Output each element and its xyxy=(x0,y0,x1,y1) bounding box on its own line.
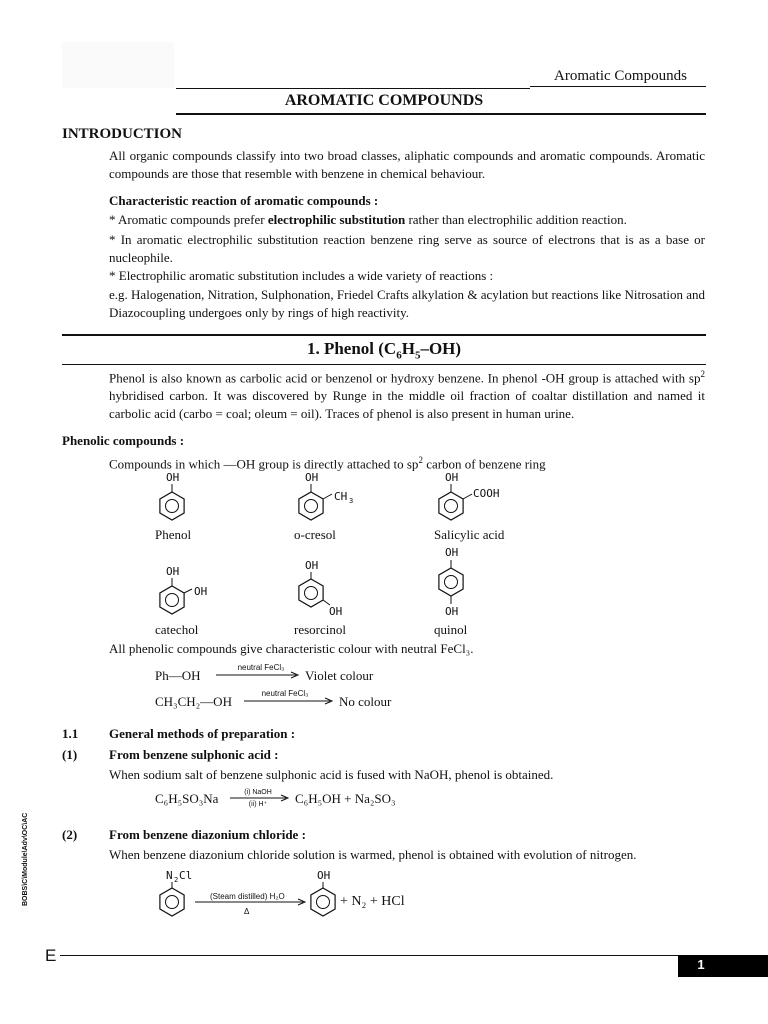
product-oh-text: OH xyxy=(317,869,331,882)
method1-left: C₆H₅SO₃Na xyxy=(155,791,219,806)
method1-right: C₆H₅OH + Na₂SO₃ xyxy=(295,791,396,806)
method1-heading: From benzene sulphonic acid : xyxy=(109,747,279,762)
phenolic-heading: Phenolic compounds : xyxy=(62,433,185,448)
label-quinol: quinol xyxy=(434,622,468,637)
bullet-2: * In aromatic electrophilic substitution reaction benzene ring serve as source of electrons that is as a base or nucleophile. xyxy=(109,232,705,265)
quinol-oh-text: OH xyxy=(445,546,459,559)
side-path-text: BOBS\C\Module\Adv\OC\AC xyxy=(22,812,29,906)
bullet-4: e.g. Halogenation, Nitration, Sulphonation, Friedel Crafts alkylation & acylation but reactions like Nitrosation and Diazocoupling undergoes only by rings of high reactivity. xyxy=(109,287,705,320)
reaction2-arrow xyxy=(244,695,336,707)
label-o-cresol: o-cresol xyxy=(294,527,336,542)
phenolic-structures-diagram xyxy=(0,460,768,640)
section-title-sub5: 5 xyxy=(414,349,421,362)
method2-reaction-diagram xyxy=(140,862,420,922)
bullet-1-bold: electrophilic substitution xyxy=(267,212,406,227)
ocresol-oh-text: OH xyxy=(305,471,319,484)
phenol-para-sup: 2 xyxy=(700,369,705,379)
diazonium-n-sub: 2 xyxy=(174,876,179,884)
intro-paragraph: All organic compounds classify into two broad classes, aliphatic compounds and aromatic compounds. Aromatic compounds are those that resemble with benzene in chemical behaviour. xyxy=(109,148,705,181)
label-phenol: Phenol xyxy=(155,527,192,542)
diazonium-structure xyxy=(160,869,192,916)
catechol-structure xyxy=(160,565,207,614)
reaction1-left: Ph—OH xyxy=(155,668,201,683)
method1-text: When sodium salt of benzene sulphonic acid is fused with NaOH, phenol is obtained. xyxy=(109,767,554,782)
bullet-1 xyxy=(109,211,705,229)
method2-right: + N₂ + HCl xyxy=(340,894,405,909)
reaction1-right: Violet colour xyxy=(305,668,374,683)
reaction2-right: No colour xyxy=(339,694,392,709)
section-title-mid: H xyxy=(401,339,415,358)
bullet-1-post: rather than electrophilic addition reaction. xyxy=(405,212,627,227)
characteristic-heading: Characteristic reaction of aromatic compounds : xyxy=(109,193,379,208)
prep-heading: General methods of preparation : xyxy=(109,726,296,741)
phenol-paragraph xyxy=(109,365,705,423)
section-title-post: –OH) xyxy=(420,339,462,358)
salicylic-cooh-text: COOH xyxy=(473,487,500,500)
reaction2-reagent: neutral FeCl₃ xyxy=(261,689,309,698)
label-salicylic-acid: Salicylic acid xyxy=(434,527,505,542)
fecl3-line: All phenolic compounds give characteristic colour with neutral FeCl₃. xyxy=(109,641,474,656)
quinol-oh2-text: OH xyxy=(445,605,459,618)
footer-letter: E xyxy=(45,946,57,965)
phenol-product-structure xyxy=(311,869,335,916)
running-title: Aromatic Compounds xyxy=(554,68,687,84)
method1-reagent-bottom: (ii) H⁺ xyxy=(248,801,268,808)
bullet-3: * Electrophilic aromatic substitution includes a wide variety of reactions : xyxy=(109,268,494,283)
phenolic-def-sup: 2 xyxy=(418,455,423,465)
resorcinol-oh-text: OH xyxy=(305,559,319,572)
method1-number: (1) xyxy=(62,747,78,762)
title-rule xyxy=(176,113,706,115)
label-catechol: catechol xyxy=(155,622,199,637)
page-number: 1 xyxy=(697,957,705,972)
reaction1-reagent: neutral FeCl₃ xyxy=(237,663,285,672)
header-rule-right xyxy=(530,86,706,87)
salicylic-acid-structure xyxy=(439,471,500,520)
catechol-oh2-text: OH xyxy=(194,585,208,598)
ocresol-ch3-text: CH xyxy=(334,490,348,503)
salicylic-oh-text: OH xyxy=(445,471,459,484)
method2-reagent-top: (Steam distilled) H₂O xyxy=(210,892,285,901)
reaction1-arrow xyxy=(216,669,302,681)
method2-heading: From benzene diazonium chloride : xyxy=(109,827,306,842)
footer-rule xyxy=(60,955,768,956)
ocresol-ch3-sub: 3 xyxy=(349,497,354,505)
reaction2-left: CH₃CH₂—OH xyxy=(155,694,232,709)
page-title: AROMATIC COMPOUNDS xyxy=(284,92,484,109)
method2-number: (2) xyxy=(62,827,78,842)
intro-heading: INTRODUCTION xyxy=(62,126,183,142)
resorcinol-structure xyxy=(299,559,342,618)
section-rule-top xyxy=(62,334,706,336)
header-rule-left xyxy=(176,88,530,89)
section-title-sub6: 6 xyxy=(396,349,402,362)
quinol-structure xyxy=(439,546,463,618)
o-cresol-structure xyxy=(299,471,353,520)
method2-text: When benzene diazonium chloride solution is warmed, phenol is obtained with evolution of nitrogen. xyxy=(109,847,637,862)
phenolic-def-post: carbon of benzene ring xyxy=(422,456,546,472)
label-resorcinol: resorcinol xyxy=(294,622,346,637)
phenol-structure xyxy=(160,471,184,520)
phenolic-def-pre: Compounds in which —OH group is directly attached to sp xyxy=(109,456,419,472)
section-title-pre: 1. Phenol (C xyxy=(306,339,397,358)
method1-reagent-top: (i) NaOH xyxy=(244,789,272,796)
phenol-para-pre: Phenol is also known as carbolic acid or benzenol or hydroxy benzene. In phenol -OH group is attached with sp xyxy=(109,370,701,386)
diazonium-cl-text: Cl xyxy=(179,869,193,882)
header-blank-logo-area xyxy=(62,42,174,88)
prep-number: 1.1 xyxy=(62,726,79,741)
resorcinol-oh2-text: OH xyxy=(329,605,343,618)
section-title xyxy=(0,339,768,361)
diazonium-n-text: N xyxy=(166,869,173,882)
phenol-para-post: hybridised carbon. It was discovered by Runge in the middle oil fraction of coaltar distillation and named it carbolic acid (carbo = coal; oleum = oil). Traces of phenol is also present in human urine. xyxy=(109,388,705,422)
bullet-1-pre: * Aromatic compounds prefer xyxy=(109,212,268,227)
phenol-oh-text: OH xyxy=(166,471,180,484)
catechol-oh-text: OH xyxy=(166,565,180,578)
method2-reagent-bottom: Δ xyxy=(244,907,250,916)
